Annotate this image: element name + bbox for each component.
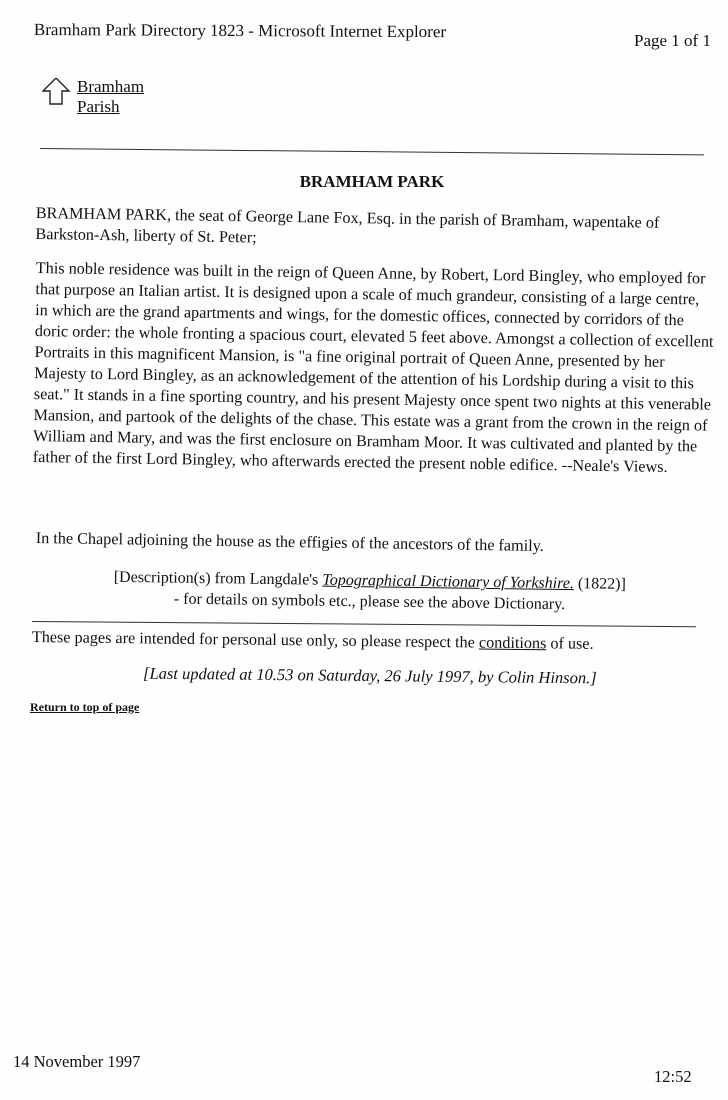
dictionary-link[interactable]: Topographical Dictionary of Yorkshire.: [322, 571, 575, 593]
page-title: BRAMHAM PARK: [299, 172, 445, 191]
conditions-link[interactable]: conditions: [478, 633, 547, 653]
divider-top: [40, 148, 704, 155]
window-title: Bramham Park Directory 1823 - Microsoft Internet Explorer: [33, 20, 447, 42]
parish-link-line2[interactable]: Parish: [77, 97, 120, 116]
citation: [59, 566, 680, 617]
last-updated: [Last updated at 10.53 on Saturday, 26 July 1997, by Colin Hinson.]: [143, 663, 597, 688]
print-time: 12:52: [654, 1067, 692, 1086]
divider-bottom: [32, 621, 696, 627]
page-indicator: Page 1 of 1: [634, 31, 711, 50]
citation-suffix: (1822)]: [573, 575, 626, 593]
return-to-top-link[interactable]: Return to top of page: [30, 700, 140, 714]
usage-notice: These pages are intended for personal use only, so please respect the conditions of use.: [31, 628, 594, 653]
description-paragraph: This noble residence was built in the reign of Queen Anne, by Robert, Lord Bingley, who employed for that purpose an Italian artist. It is designed upon a scale of much grandeur, consisting of a large centre, in which are the grand apartments and wings, for the domestic offices, connected by corridors of the doric order: the whole fronting a spacious court, elevated 5 feet above. Amongst a collection of excellent Portraits in this magnificent Mansion, is "a fine original portrait of Queen Anne, presented by her Majesty to Lord Bingley, as an acknowledgement of the attention of his Lordship during a visit to this seat." It stands in a fine sporting country, and his present Majesty once spent two nights at this venerable Mansion, and partook of the delights of the chase. This estate was a grant from the crown in the reign of William and Mary, and was the first enclosure on Bramham Moor. It was cultivated and planted by the father of the first Lord Bingley, who afterwards erected the present noble edifice. --Neale's Views.: [32, 258, 714, 476]
up-arrow-icon[interactable]: [42, 78, 78, 114]
citation-note: - for details on symbols etc., please see the above Dictionary.: [173, 590, 566, 614]
intro-paragraph: BRAMHAM PARK, the seat of George Lane Fox, Esq. in the parish of Bramham, wapentake of Barkston-Ash, liberty of St. Peter;: [35, 203, 660, 247]
chapel-paragraph: In the Chapel adjoining the house as the effigies of the ancestors of the family.: [35, 528, 544, 555]
print-date: 14 November 1997: [13, 1052, 141, 1071]
citation-prefix: [Description(s) from Langdale's: [113, 568, 323, 589]
parish-link-line1[interactable]: Bramham: [77, 77, 145, 96]
